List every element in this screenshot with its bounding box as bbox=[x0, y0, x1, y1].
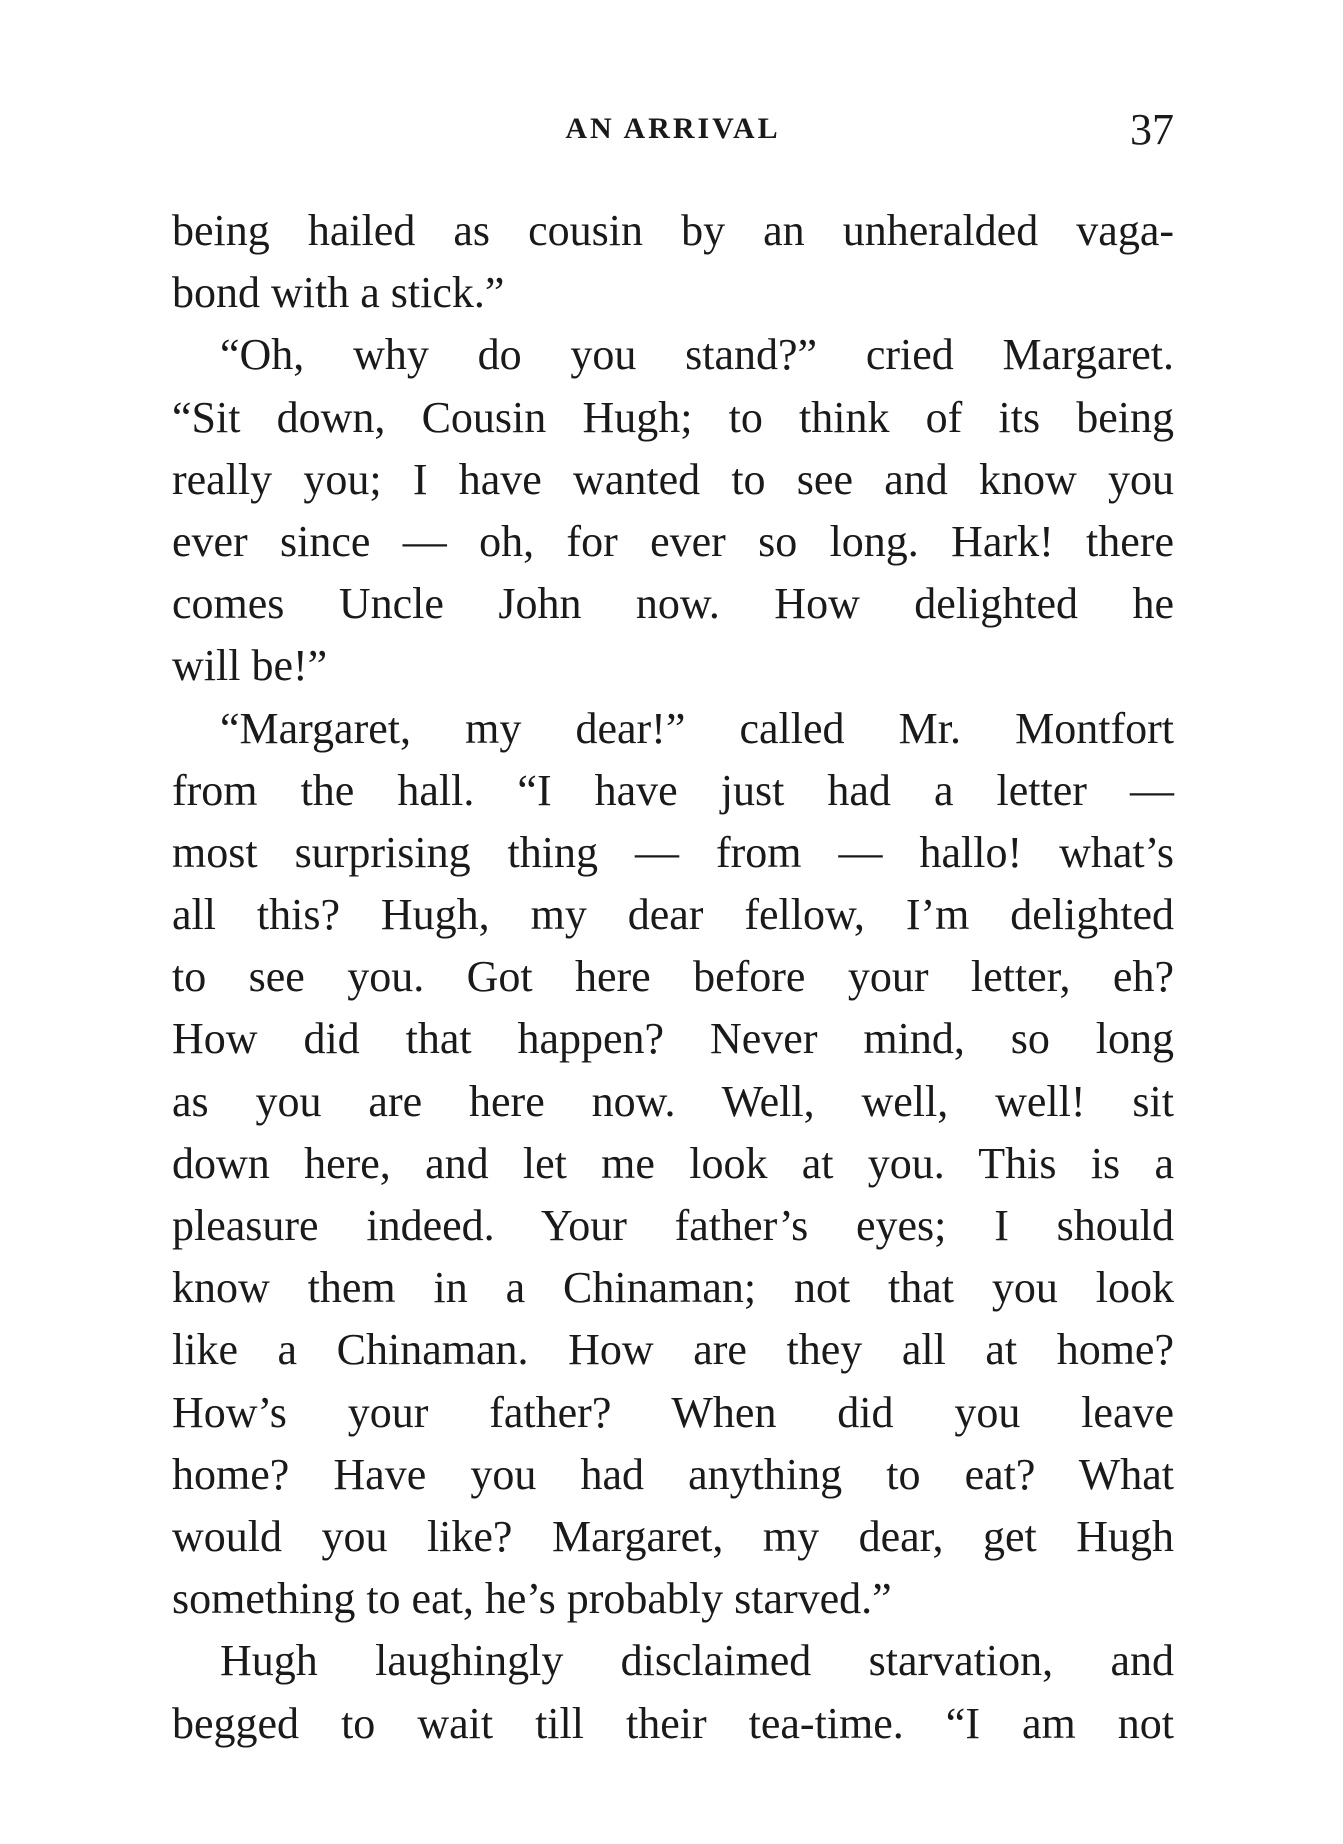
text-line: being hailed as cousin by an unheralded vaga- bbox=[172, 206, 1174, 255]
text-line: down here, and let me look at you. This is a bbox=[172, 1138, 1174, 1188]
text-line: from the hall. “I have just had a letter — bbox=[172, 765, 1174, 815]
body-text bbox=[172, 200, 1174, 1755]
text-line: pleasure indeed. Your father’s eyes; I should bbox=[172, 1201, 1174, 1250]
text-line: “Sit down, Cousin Hugh; to think of its being bbox=[172, 392, 1174, 442]
running-title: AN ARRIVAL bbox=[565, 112, 781, 145]
text-line: would you like? Margaret, my dear, get Hugh bbox=[172, 1511, 1174, 1561]
page-number: 37 bbox=[1130, 105, 1174, 154]
text-line: like a Chinaman. How are they all at home? bbox=[172, 1325, 1174, 1375]
text-line: “Margaret, my dear!” called Mr. Montfort bbox=[220, 703, 1174, 753]
text-line: as you are here now. Well, well, well! sit bbox=[172, 1076, 1174, 1126]
text-line: How did that happen? Never mind, so long bbox=[172, 1014, 1174, 1064]
text-line: begged to wait till their tea-time. “I am not bbox=[172, 1698, 1174, 1748]
text-line: really you; I have wanted to see and know you bbox=[172, 454, 1174, 504]
text-line: all this? Hugh, my dear fellow, I’m delighted bbox=[172, 890, 1174, 940]
text-line: bond with a stick.” bbox=[172, 268, 505, 318]
text-line: home? Have you had anything to eat? What bbox=[172, 1449, 1174, 1499]
text-line: How’s your father? When did you leave bbox=[172, 1387, 1174, 1437]
text-line: to see you. Got here before your letter, eh? bbox=[172, 952, 1174, 1002]
running-head bbox=[172, 104, 1174, 164]
text-line: Hugh laughingly disclaimed starvation, and bbox=[220, 1636, 1174, 1686]
text-line: ever since — oh, for ever so long. Hark! there bbox=[172, 516, 1174, 566]
text-line: something to eat, he’s probably starved.” bbox=[172, 1574, 892, 1624]
text-line: know them in a Chinaman; not that you look bbox=[172, 1263, 1174, 1313]
text-line: will be!” bbox=[172, 641, 328, 691]
text-line: “Oh, why do you stand?” cried Margaret. bbox=[220, 330, 1174, 380]
text-line: most surprising thing — from — hallo! what’s bbox=[172, 827, 1174, 877]
text-line: comes Uncle John now. How delighted he bbox=[172, 579, 1174, 629]
